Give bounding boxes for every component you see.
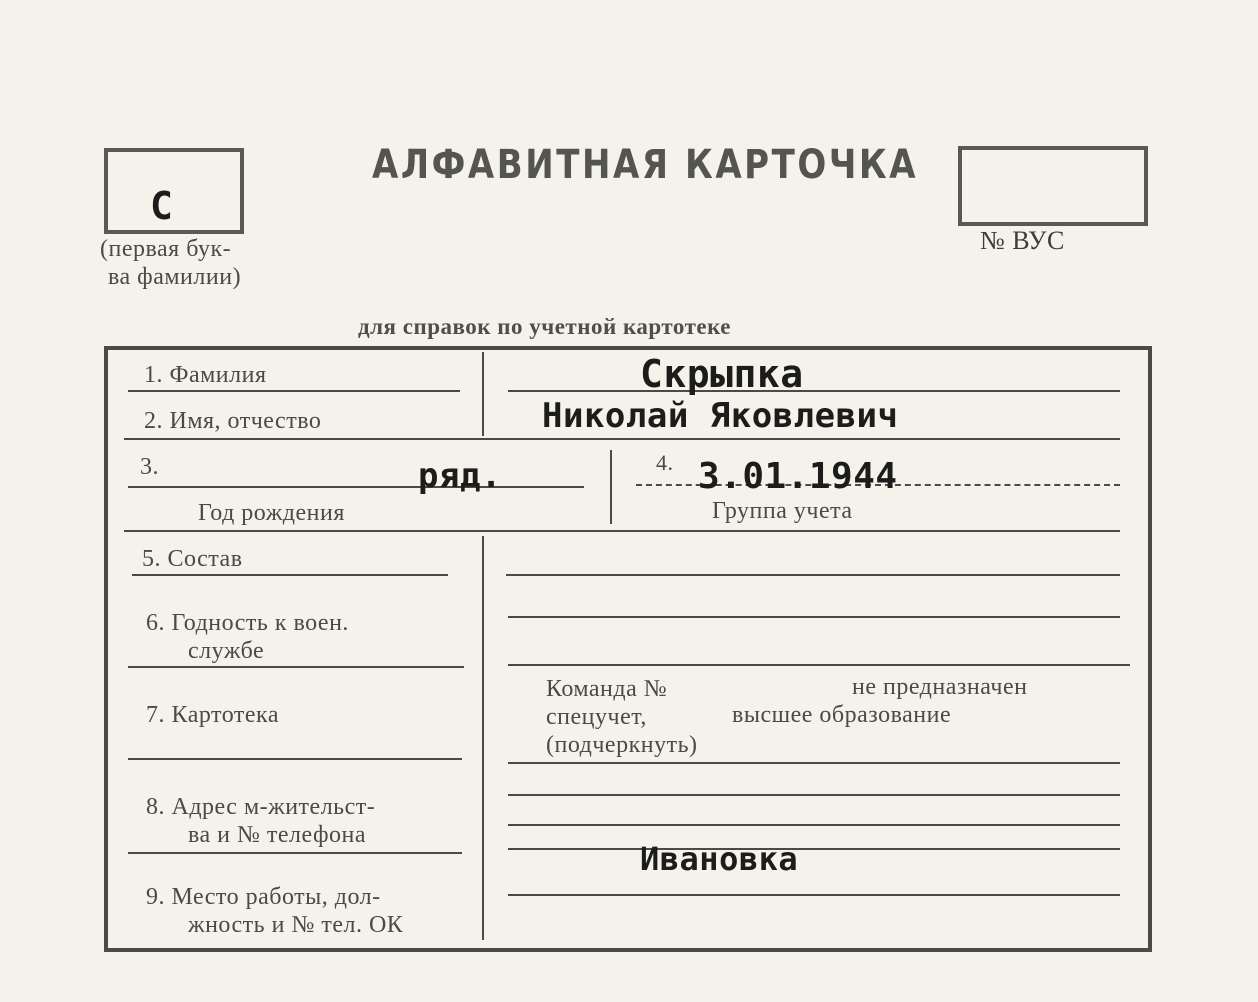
divider [508,848,1120,850]
field-composition-label: 5. Состав [142,546,243,572]
team-note: не предназначен [852,674,1028,700]
field-name-label: 2. Имя, отчество [144,408,322,434]
team-note: высшее образование [732,702,952,728]
field-address-label: ва и № телефона [188,822,367,848]
divider [128,390,460,392]
divider [482,536,484,940]
divider [508,824,1120,826]
field-workplace-label: жность и № тел. ОК [188,912,404,938]
divider [132,574,448,576]
field-file-label: 7. Картотека [146,702,279,728]
letter-box-caption: (первая бук- [100,236,232,262]
vus-label: № ВУС [980,226,1065,255]
field-birth-year-caption: Год рождения [198,500,345,526]
team-note: спецучет, [546,704,647,730]
team-note: (подчеркнуть) [546,732,698,758]
divider [508,794,1120,796]
divider [124,530,1120,532]
field-fitness-label: 6. Годность к воен. [146,610,349,636]
field-group-caption: Группа учета [712,498,853,524]
field-address-label: 8. Адрес м-жительст- [146,794,376,820]
field-fitness-label: службе [188,638,265,664]
divider [128,486,584,488]
letter-box-caption: ва фамилии) [108,264,242,290]
divider [482,352,484,436]
divider [508,390,1120,392]
divider [508,616,1120,618]
vus-box [958,146,1148,226]
divider [128,852,462,854]
divider [128,666,464,668]
divider [508,894,1120,896]
divider [610,450,612,524]
field-name-value: Николай Яковлевич [542,396,899,436]
field-birth-year-number: 3. [140,454,159,480]
team-note: Команда № [546,676,668,702]
card-title: АЛФАВИТНАЯ КАРТОЧКА [372,142,919,188]
field-group-number: 4. [656,450,674,475]
field-group-value: 3.01.1944 [698,456,898,497]
letter-box-value: С [150,184,174,228]
field-surname-value: Скрыпка [640,352,804,396]
divider [506,574,1120,576]
letter-box [104,148,244,234]
field-address-value: Ивановка [640,840,799,878]
field-workplace-label: 9. Место работы, дол- [146,884,381,910]
divider [124,438,1120,440]
divider [128,758,462,760]
field-birth-year-value: ряд. [418,456,502,496]
divider [508,762,1120,764]
divider [508,664,1130,666]
field-surname-label: 1. Фамилия [144,362,267,388]
card-subtitle: для справок по учетной картотеке [358,314,731,339]
